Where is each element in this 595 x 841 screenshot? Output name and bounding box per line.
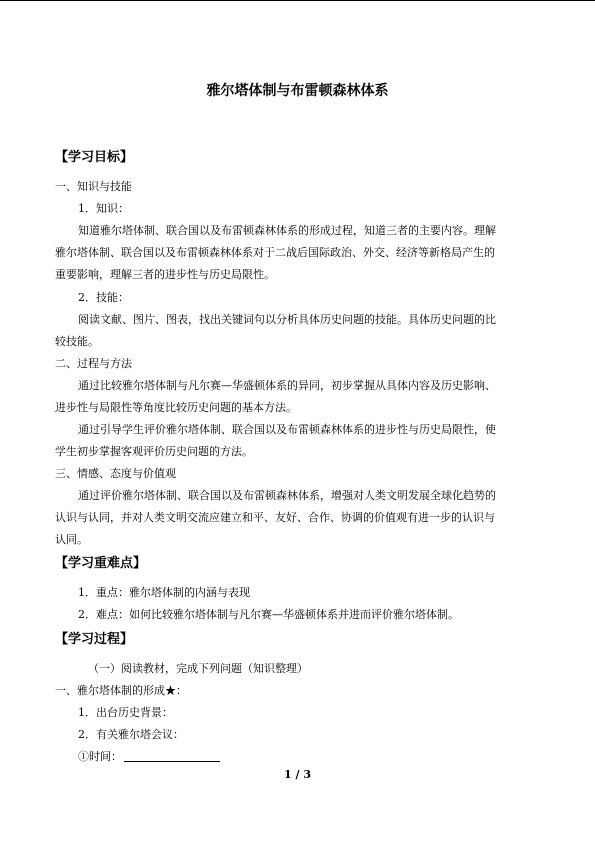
text-line: 一、知识与技能 xyxy=(55,180,132,193)
text-line: 1．出台历史背景： xyxy=(78,706,173,719)
text-line: 二、过程与方法 xyxy=(55,357,132,370)
text-line: 雅尔塔体制、联合国以及布雷顿森林体系对于二战后国际政治、外交、经济等新格局产生的 xyxy=(55,246,495,259)
text-line: 通过评价雅尔塔体制、联合国以及布雷顿森林体系，增强对人类文明发展全球化趋势的 xyxy=(78,489,496,502)
text-line: 知道雅尔塔体制、联合国以及布雷顿森林体系的形成过程，知道三者的主要内容。理解 xyxy=(78,224,496,237)
text-line: 三、情感、态度与价值观 xyxy=(55,467,176,480)
text-line: 认同。 xyxy=(55,533,88,546)
page-title: 雅尔塔体制与布雷顿森林体系 xyxy=(206,83,389,99)
text-line: （一）阅读教材，完成下列问题（知识整理） xyxy=(88,662,308,675)
text-line: 2．技能： xyxy=(78,291,129,304)
text-line: 2．有关雅尔塔会议： xyxy=(78,728,184,741)
text-line xyxy=(78,748,220,764)
fill-blank xyxy=(124,750,220,762)
text-line: 学生初步掌握客观评价历史问题的方法。 xyxy=(55,445,253,458)
time-label: ①时间： xyxy=(78,750,122,763)
section-heading-process: 【学习过程】 xyxy=(55,632,134,647)
text-line: 通过比较雅尔塔体制与凡尔赛—华盛顿体系的异同，初步掌握从具体内容及历史影响、 xyxy=(78,379,496,392)
text-line: 1．重点：雅尔塔体制的内涵与表现 xyxy=(78,586,250,599)
text-line: 较技能。 xyxy=(55,335,99,348)
text-line: 重要影响，理解三者的进步性与历史局限性。 xyxy=(55,268,275,281)
section-heading-key-points: 【学习重难点】 xyxy=(55,556,147,571)
text-line: 通过引导学生评价雅尔塔体制、联合国以及布雷顿森林体系的进步性与历史局限性，使 xyxy=(78,423,496,436)
top-border-line xyxy=(0,0,595,1)
text-line: 进步性与局限性等角度比较历史问题的基本方法。 xyxy=(55,401,297,414)
section-heading-objectives: 【学习目标】 xyxy=(55,150,134,165)
text-line: 1．知识： xyxy=(78,202,129,215)
page-number: 1 / 3 xyxy=(284,768,311,781)
text-line: 阅读文献、图片、图表，找出关键词句以分析具体历史问题的技能。具体历史问题的比 xyxy=(78,313,496,326)
text-line: 2．难点：如何比较雅尔塔体制与凡尔赛—华盛顿体系并进而评价雅尔塔体制。 xyxy=(78,608,459,621)
text-line: 一、雅尔塔体制的形成★： xyxy=(55,684,187,697)
text-line: 认识与认同，并对人类文明交流应建立和平、友好、合作、协调的价值观有进一步的认识与 xyxy=(55,511,495,524)
